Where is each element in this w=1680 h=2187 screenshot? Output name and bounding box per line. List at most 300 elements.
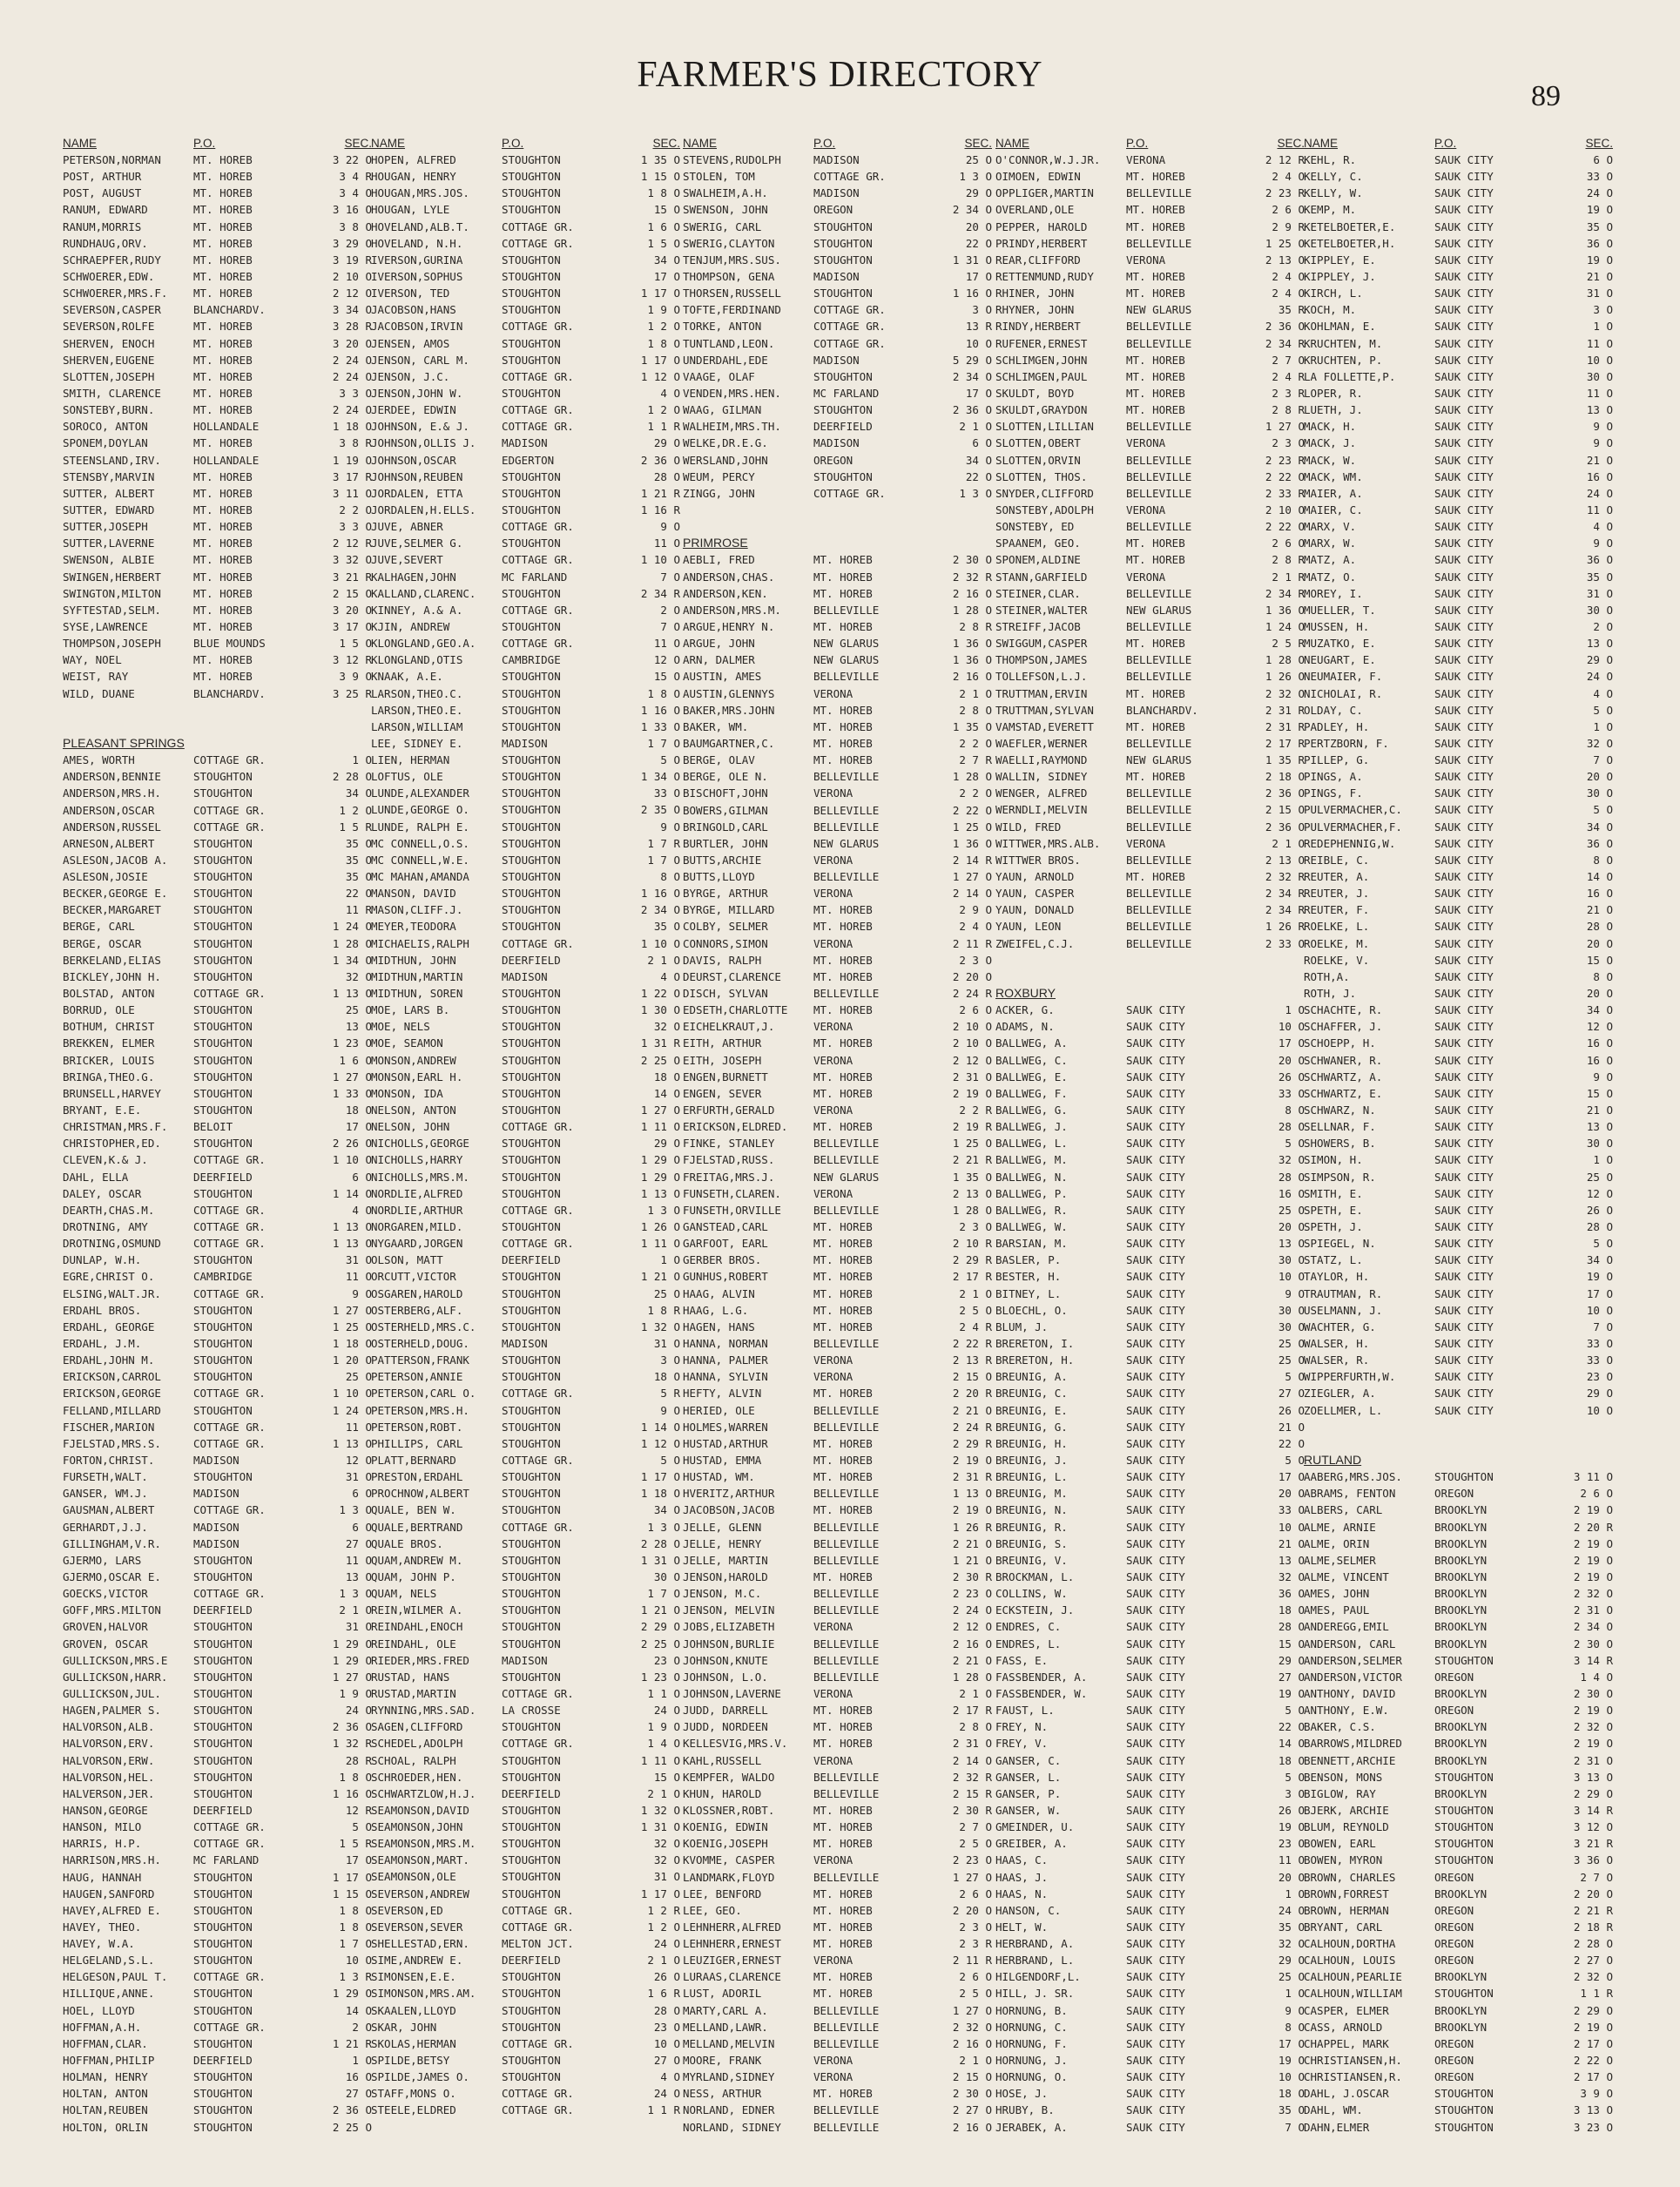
post-office: EDGERTON: [502, 453, 555, 467]
directory-row: [1304, 1802, 1613, 1819]
directory-row: [63, 1135, 372, 1151]
post-office: MT. HOREB: [813, 1220, 873, 1234]
section-number: 2 6 O: [959, 1887, 992, 1900]
name-header-label: NAME: [995, 136, 1030, 150]
directory-row: [63, 935, 372, 952]
section-number: 35 R: [1278, 303, 1305, 317]
section-number: 1 18 O: [332, 1337, 372, 1350]
post-office: BELLEVILLE: [813, 603, 880, 617]
section-number: 10 O: [653, 2036, 680, 2050]
section-number: 2 8 R: [1272, 553, 1305, 567]
directory-row: [995, 1135, 1305, 1151]
farmer-name: WEUM, PERCY: [683, 469, 755, 483]
section-number: 2 31 R: [952, 1470, 992, 1484]
section-number: 2 31 O: [952, 1737, 992, 1751]
farmer-name: DEURST,CLARENCE: [683, 969, 781, 983]
post-office: BELLEVILLE: [813, 803, 880, 817]
farmer-name: RHINER, JOHN: [995, 287, 1075, 300]
section-number: 2 15 R: [952, 1786, 992, 1800]
post-office: VERONA: [813, 887, 853, 901]
section-number: 29 O: [1278, 1954, 1305, 1968]
directory-row: [371, 952, 680, 969]
post-office: SAUK CITY: [1434, 1104, 1494, 1117]
directory-row: [683, 868, 992, 885]
section-number: 1 O: [1593, 320, 1613, 334]
directory-row: [63, 1952, 372, 1968]
post-office: MT. HOREB: [1126, 269, 1185, 283]
directory-row: [1304, 1835, 1613, 1852]
post-office: BELLEVILLE: [1126, 469, 1192, 483]
directory-row: [1304, 252, 1613, 268]
section-number: 2 24 O: [332, 353, 372, 367]
directory-row: [995, 2019, 1305, 2035]
post-office: STOUGHTON: [1434, 1820, 1494, 1834]
directory-row: [63, 1718, 372, 1735]
section-number: 31 O: [345, 1470, 372, 1484]
farmer-name: GANSER, C.: [995, 1753, 1062, 1767]
directory-row: [995, 935, 1305, 952]
section-number: 2 5 R: [1272, 637, 1305, 651]
farmer-name: ORCUTT,VICTOR: [371, 1270, 456, 1284]
section-number: 2 1 O: [959, 2054, 992, 2068]
farmer-name: JOHNSON, L.O.: [683, 1670, 768, 1684]
directory-row: [371, 1618, 680, 1635]
section-number: 2 25 O: [332, 2120, 372, 2134]
directory-row: [371, 1419, 680, 1435]
post-office: STOUGHTON: [193, 1987, 253, 2001]
post-office: HOLLANDALE: [193, 453, 260, 467]
directory-row: [683, 1902, 992, 1919]
directory-row: [995, 2035, 1305, 2052]
post-office: STOUGHTON: [193, 1036, 253, 1050]
farmer-name: SYFTESTAD,SELM.: [63, 603, 161, 617]
farmer-name: BLUM, J.: [995, 1320, 1049, 1333]
post-office: SAUK CITY: [1434, 953, 1494, 967]
farmer-name: BESTER, H.: [995, 1270, 1062, 1284]
farmer-name: PINGS, F.: [1304, 786, 1363, 800]
post-office: SAUK CITY: [1434, 1120, 1494, 1134]
directory-row: [1304, 1185, 1613, 1202]
post-office: BELLEVILLE: [813, 820, 880, 834]
post-office: MT. HOREB: [193, 553, 253, 567]
farmer-name: TRUTTMAN,ERVIN: [995, 686, 1088, 700]
post-office: SAUK CITY: [1126, 1653, 1185, 1667]
section-number: 1 24 O: [1265, 619, 1305, 633]
post-office: MT. HOREB: [1126, 403, 1185, 417]
farmer-name: WERNDLI,MELVIN: [995, 803, 1088, 817]
section-number: 2 10 O: [952, 1020, 992, 1034]
post-office: COTTAGE GR.: [193, 1153, 266, 1167]
directory-row: [371, 268, 680, 285]
section-number: 1 8 O: [339, 1920, 372, 1934]
section-number: 3 14 R: [1573, 1653, 1613, 1667]
post-office: MT. HOREB: [193, 520, 253, 534]
farmer-name: FUNSETH,CLAREN.: [683, 1186, 781, 1200]
directory-row: [371, 1718, 680, 1735]
section-number: 4 O: [660, 386, 680, 400]
section-number: 29 O: [653, 1137, 680, 1151]
section-number: 16 O: [345, 2070, 372, 2084]
section-number: 22 O: [345, 887, 372, 901]
directory-row: [1304, 852, 1613, 868]
section-number: 1 7 O: [647, 1587, 680, 1601]
post-office: NEW GLARUS: [1126, 303, 1192, 317]
section-number: 1 2 R: [647, 1903, 680, 1917]
directory-row: [371, 219, 680, 235]
section-number: 5 O: [1285, 1453, 1305, 1467]
post-office: BROOKLYN: [1434, 1786, 1488, 1800]
post-office: STOUGHTON: [502, 619, 561, 633]
post-office: STOUGHTON: [502, 1637, 561, 1650]
post-office: BELLEVILLE: [1126, 453, 1192, 467]
post-office: SAUK CITY: [1126, 1569, 1185, 1583]
farmer-name: STREIFF,JACOB: [995, 619, 1081, 633]
farmer-name: RUNDHAUG,ORV.: [63, 236, 148, 250]
directory-row: [995, 752, 1305, 768]
farmer-name: BUTTS,LLOYD: [683, 870, 755, 884]
farmer-name: BALLWEG, L.: [995, 1137, 1068, 1151]
section-number: 1 13 O: [332, 1237, 372, 1251]
farmer-name: HORNUNG, O.: [995, 2070, 1068, 2084]
post-office: SAUK CITY: [1126, 1353, 1185, 1367]
farmer-name: BECKER,GEORGE E.: [63, 887, 168, 901]
section-number: 1 10 O: [640, 553, 680, 567]
farmer-name: BAUMGARTNER,C.: [683, 736, 775, 750]
post-office: MT. HOREB: [193, 153, 253, 166]
section-number: 14 O: [345, 2003, 372, 2017]
directory-row: [995, 1602, 1305, 1618]
farmer-name: GILLINGHAM,V.R.: [63, 1536, 161, 1550]
directory-row: [995, 1669, 1305, 1685]
farmer-name: BREUNIG, E.: [995, 1403, 1068, 1417]
farmer-name: PRINDY,HERBERT: [995, 236, 1088, 250]
farmer-name: OSTERHELD,DOUG.: [371, 1336, 469, 1350]
post-office: COTTAGE GR.: [193, 753, 266, 767]
post-office: STOUGHTON: [193, 1937, 253, 1951]
section-number: 1 7 O: [647, 853, 680, 867]
farmer-name: REDEPHENNIG,W.: [1304, 836, 1396, 850]
farmer-name: BALLWEG, W.: [995, 1220, 1068, 1234]
farmer-name: NICHOLLS,HARRY: [371, 1153, 463, 1167]
post-office: MT. HOREB: [193, 486, 253, 500]
farmer-name: SCHLIMGEN,PAUL: [995, 369, 1088, 383]
farmer-name: DUNLAP, W.H.: [63, 1253, 142, 1267]
section-number: 1 17 O: [332, 1870, 372, 1884]
post-office: MT. HOREB: [813, 1253, 873, 1267]
directory-row: [995, 1319, 1305, 1335]
section-number: 4 O: [1593, 520, 1613, 534]
post-office: SAUK CITY: [1126, 1987, 1185, 2001]
post-office: MT. HOREB: [813, 1970, 873, 1984]
directory-row: [995, 1769, 1305, 1785]
section-number: 2 36 O: [332, 2103, 372, 2117]
post-office: MELTON JCT.: [502, 1937, 574, 1951]
directory-row: [1304, 1718, 1613, 1735]
post-office: BELLEVILLE: [813, 1520, 880, 1534]
directory-row: [371, 318, 680, 334]
column-header: [371, 118, 680, 152]
farmer-name: NORLAND, SIDNEY: [683, 2120, 781, 2134]
section-number: 3 20 O: [332, 336, 372, 350]
directory-row: [683, 285, 992, 301]
directory-row: [371, 868, 680, 885]
section-number: 2 17 R: [952, 1270, 992, 1284]
section-number: 5 O: [1593, 803, 1613, 817]
post-office: SAUK CITY: [1126, 1686, 1185, 1700]
post-office: STOUGHTON: [502, 1837, 561, 1851]
directory-row: [371, 1636, 680, 1652]
section-number: 2 13 R: [952, 1353, 992, 1367]
directory-row: [995, 418, 1305, 435]
township-name: PLEASANT SPRINGS: [63, 735, 185, 750]
directory-row: [63, 1752, 372, 1769]
post-office: SAUK CITY: [1434, 637, 1494, 651]
farmer-name: KRUCHTEN, P.: [1304, 353, 1383, 367]
post-office: SAUK CITY: [1126, 1954, 1185, 1968]
name-header-label: NAME: [683, 136, 718, 150]
section-number: 2 15 O: [952, 1370, 992, 1384]
farmer-name: HANSON, MILO: [63, 1820, 142, 1834]
farmer-name: ALME, ARNIE: [1304, 1520, 1376, 1534]
directory-row: [63, 1835, 372, 1852]
section-number: 2 5 O: [959, 1987, 992, 2001]
farmer-name: HOFFMAN,PHILIP: [63, 2054, 155, 2068]
directory-row: [683, 1685, 992, 1702]
farmer-name: BERKELAND,ELIAS: [63, 953, 161, 967]
directory-row: [683, 752, 992, 768]
farmer-name: SWENSON, JOHN: [683, 203, 768, 217]
section-number: 3 3 O: [339, 386, 372, 400]
post-office: STOUGHTON: [502, 1353, 561, 1367]
farmer-name: STEVENS,RUDOLPH: [683, 153, 781, 166]
directory-row: [371, 1151, 680, 1168]
directory-row: [1304, 1735, 1613, 1752]
farmer-name: BROCKMAN, L.: [995, 1569, 1075, 1583]
post-office: MT. HOREB: [1126, 287, 1185, 300]
section-number: 24 O: [1586, 670, 1613, 684]
section-number: 2 5 O: [959, 1303, 992, 1317]
farmer-name: COLBY, SELMER: [683, 920, 768, 934]
farmer-name: ANDERSON,RUSSEL: [63, 820, 161, 834]
section-number: 2 8 R: [1272, 403, 1305, 417]
post-office: STOUGHTON: [502, 1436, 561, 1450]
post-office: COTTAGE GR.: [502, 2087, 574, 2101]
directory-row: [63, 452, 372, 469]
post-office: MT. HOREB: [193, 186, 253, 200]
post-office: SAUK CITY: [1126, 1086, 1185, 1100]
farmer-name: SEAMONSON,OLE: [371, 1870, 456, 1884]
directory-row: [1304, 402, 1613, 418]
directory-row: [1304, 1335, 1613, 1352]
section-number: 1 7 R: [647, 836, 680, 850]
farmer-name: JENSEN, AMOS: [371, 336, 450, 350]
post-office: SAUK CITY: [1126, 1920, 1185, 1934]
directory-row: [683, 435, 992, 451]
farmer-name: QUAM, NELS: [371, 1587, 437, 1601]
section-number: 1 8 O: [339, 1770, 372, 1784]
post-office: STOUGHTON: [502, 1086, 561, 1100]
farmer-name: WILD, FRED: [995, 820, 1062, 834]
section-number: 26 O: [1278, 1070, 1305, 1083]
post-office: SAUK CITY: [1126, 1853, 1185, 1867]
directory-row: [1304, 719, 1613, 735]
section-number: 2 30 O: [952, 553, 992, 567]
directory-row: [63, 1235, 372, 1252]
farmer-name: LUNDE,GEORGE O.: [371, 803, 469, 817]
section-number: 1 13 O: [640, 1186, 680, 1200]
farmer-name: DAHL, J.OSCAR: [1304, 2087, 1389, 2101]
post-office: MADISON: [502, 969, 548, 983]
section-number: 3 25 R: [332, 686, 372, 700]
section-number: 1 13 O: [332, 987, 372, 1001]
post-office: DEERFIELD: [193, 1803, 253, 1817]
section-number: 5 O: [1285, 1137, 1305, 1151]
directory-row: [371, 735, 680, 752]
section-number: 2 5 O: [959, 1837, 992, 1851]
directory-row: [63, 618, 372, 635]
section-number: 36 O: [1586, 236, 1613, 250]
po-header: [813, 135, 920, 152]
section-number: 16 O: [1586, 887, 1613, 901]
post-office: BROOKLYN: [1434, 1503, 1488, 1517]
farmer-name: ERDAHL, J.M.: [63, 1337, 142, 1350]
post-office: SAUK CITY: [1434, 753, 1494, 767]
section-number: 30 O: [1278, 1303, 1305, 1317]
directory-row: [63, 1368, 372, 1385]
section-number: 2 10 O: [332, 269, 372, 283]
farmer-name: HOUGAN, LYLE: [371, 203, 450, 217]
section-number: 18 O: [345, 1104, 372, 1117]
directory-row: [1304, 1852, 1613, 1868]
post-office: COTTAGE GR.: [193, 1587, 266, 1601]
farmer-name: SONSTEBY, ED: [995, 520, 1075, 534]
directory-row: [1304, 1468, 1613, 1485]
section-number: 2 6 O: [959, 1003, 992, 1017]
post-office: NEW GLARUS: [813, 1170, 880, 1184]
post-office: SAUK CITY: [1434, 703, 1494, 717]
farmer-name: BRINGA,THEO.G.: [63, 1070, 155, 1083]
directory-row: [1304, 1652, 1613, 1669]
post-office: CAMBRIDGE: [502, 653, 561, 667]
post-office: OREGON: [1434, 2054, 1474, 2068]
directory-row: [63, 969, 372, 985]
section-title: [63, 719, 372, 752]
section-number: 2 30 O: [1573, 1637, 1613, 1650]
post-office: STOUGHTON: [193, 1053, 253, 1067]
section-number: 1 29 O: [640, 1170, 680, 1184]
directory-row: [371, 2069, 680, 2085]
post-office: COTTAGE GR.: [502, 1520, 574, 1534]
directory-row: [1304, 1485, 1613, 1502]
post-office: STOUGHTON: [502, 1137, 561, 1151]
section-number: 5 O: [660, 1453, 680, 1467]
directory-row: [1304, 1902, 1613, 1919]
farmer-name: HUSTAD, EMMA: [683, 1453, 762, 1467]
farmer-name: HAUGEN,SANFORD: [63, 1887, 155, 1900]
post-office: MT. HOREB: [193, 219, 253, 233]
directory-row: [995, 469, 1305, 485]
section-number: 2 24 O: [332, 403, 372, 417]
farmer-name: ALBERS, CARL: [1304, 1503, 1383, 1517]
post-office: STOUGHTON: [193, 786, 253, 800]
farmer-name: HALVORSON,ERW.: [63, 1753, 155, 1767]
directory-row: [683, 618, 992, 635]
farmer-name: PETERSON,CARL O.: [371, 1387, 476, 1401]
post-office: SAUK CITY: [1126, 1303, 1185, 1317]
section-number: 21 O: [1586, 1104, 1613, 1117]
post-office: COTTAGE GR.: [502, 320, 574, 334]
section-number: 13 O: [1586, 1120, 1613, 1134]
farmer-name: SAGEN,CLIFFORD: [371, 1720, 463, 1734]
directory-row: [63, 1185, 372, 1202]
farmer-name: HRUBY, B.: [995, 2103, 1055, 2117]
farmer-name: HAUG, HANNAH: [63, 1870, 142, 1884]
directory-row: [63, 1085, 372, 1102]
section-number: 31 O: [653, 1336, 680, 1350]
directory-row: [995, 1352, 1305, 1368]
directory-row: [371, 1468, 680, 1485]
post-office: SAUK CITY: [1434, 436, 1494, 450]
post-office: SAUK CITY: [1126, 1937, 1185, 1951]
farmer-name: VENDEN,MRS.HEN.: [683, 386, 781, 400]
post-office: STOUGHTON: [193, 903, 253, 917]
post-office: MT. HOREB: [1126, 637, 1185, 651]
directory-row: [63, 1919, 372, 1935]
section-number: 2 8 R: [959, 619, 992, 633]
directory-row: [371, 1968, 680, 1985]
farmer-name: BREUNIG, N.: [995, 1503, 1068, 1517]
farmer-name: SEAMONSON,MRS.M.: [371, 1837, 476, 1851]
post-office: STOUGHTON: [502, 486, 561, 500]
section-number: 24 O: [653, 2087, 680, 2101]
section-number: 1 8 O: [647, 686, 680, 700]
directory-row: [63, 1669, 372, 1685]
post-office: STOUGHTON: [502, 853, 561, 867]
post-office: COTTAGE GR.: [193, 1503, 266, 1517]
directory-row: [63, 235, 372, 252]
farmer-name: SCHRAEPFER,RUDY: [63, 253, 161, 267]
section-number: 2 2 O: [959, 786, 992, 800]
directory-row: [995, 1169, 1305, 1185]
section-number: 2 34 R: [1265, 336, 1305, 350]
section-number: 10 O: [1278, 1520, 1305, 1534]
directory-row: [683, 635, 992, 651]
directory-row: [371, 1169, 680, 1185]
post-office: MT. HOREB: [813, 1803, 873, 1817]
section-number: 3 23 O: [1573, 2120, 1613, 2134]
directory-row: [995, 1618, 1305, 1635]
post-office: MT. HOREB: [193, 670, 253, 684]
farmer-name: JACOBSON,HANS: [371, 303, 456, 317]
section-number: 3 29 O: [332, 236, 372, 250]
post-office: SAUK CITY: [1126, 1737, 1185, 1751]
post-office: STOUGHTON: [502, 1720, 561, 1734]
section-number: 34 O: [653, 253, 680, 267]
section-number: 2 31 R: [1265, 703, 1305, 717]
post-office: NEW GLARUS: [813, 836, 880, 850]
post-office: STOUGHTON: [193, 2036, 253, 2050]
section-number: 1 25 O: [332, 1320, 372, 1333]
post-office: SAUK CITY: [1126, 1670, 1185, 1684]
section-number: 19 O: [1278, 1820, 1305, 1834]
section-number: 34 O: [965, 453, 992, 467]
farmer-name: BICKLEY,JOHN H.: [63, 969, 161, 983]
directory-row: [63, 1602, 372, 1618]
post-office: BELLEVILLE: [813, 987, 880, 1001]
page-title: FARMER'S DIRECTORY: [637, 55, 1043, 95]
directory-row: [683, 1419, 992, 1435]
post-office: STOUGHTON: [502, 920, 561, 934]
